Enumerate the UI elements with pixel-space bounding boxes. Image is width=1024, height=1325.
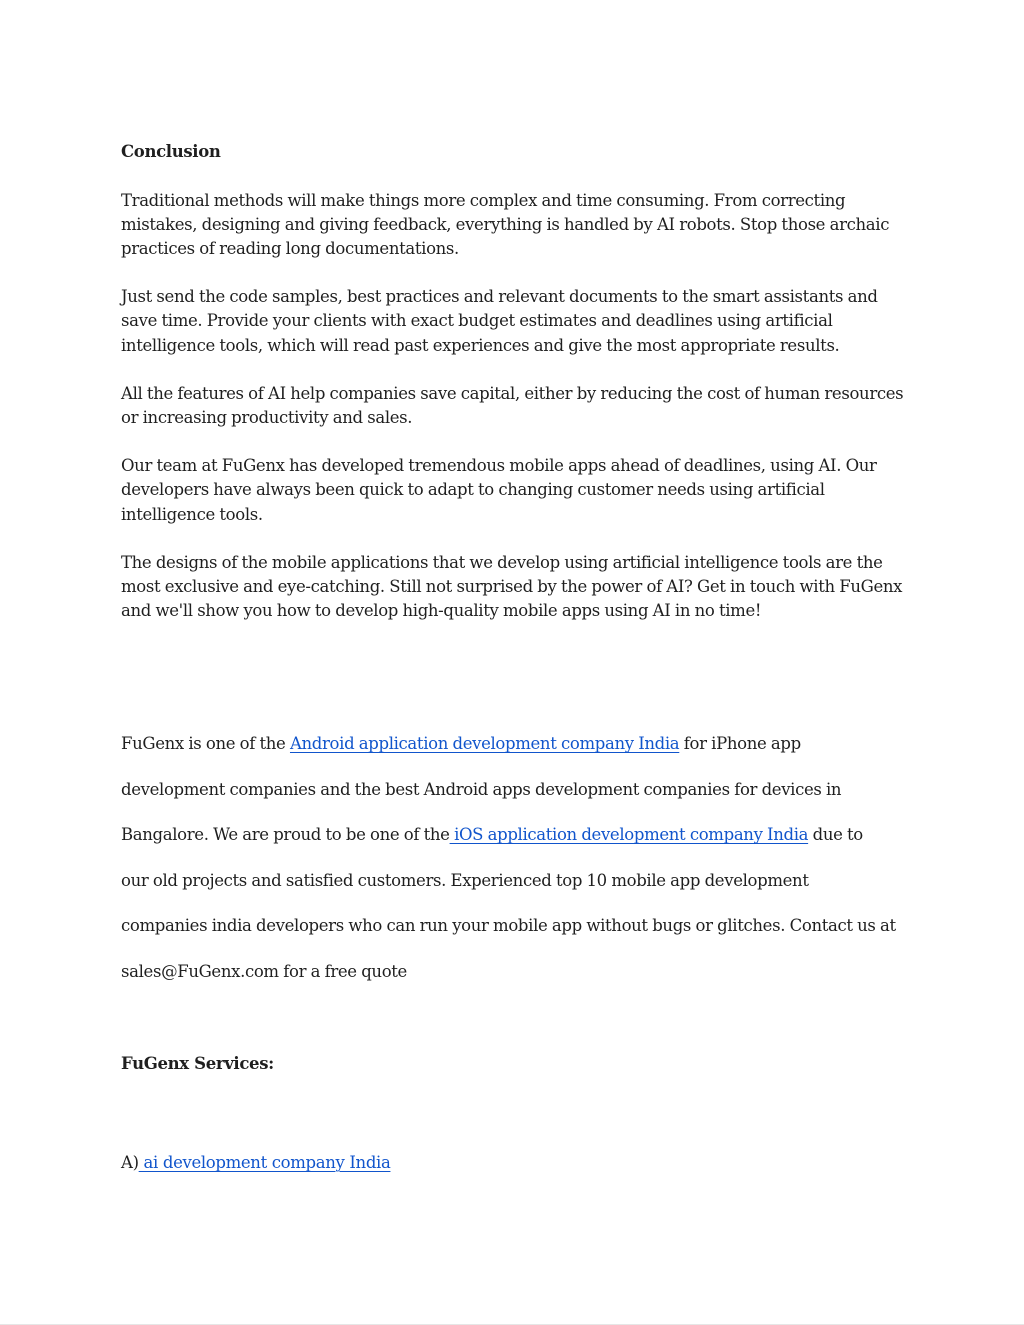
service-item-a [121, 1151, 390, 1175]
about-paragraph [121, 721, 911, 994]
about-text-4: due to [808, 825, 863, 845]
conclusion-paragraph-3: All the features of AI help companies save capital, either by reducing the cost of human resources or increasing productivity and sales. [121, 383, 904, 427]
conclusion-paragraph-4: Our team at FuGenx has developed tremendous mobile apps ahead of deadlines, using AI. Our developers have always been quick to adapt to changing customer needs using artificial intelligence tools. [121, 456, 877, 524]
about-text-2: for iPhone app [679, 734, 801, 754]
about-line-5: companies india developers who can run your mobile app without bugs or glitches. Contact us at [121, 916, 896, 936]
about-line-1 [121, 721, 911, 767]
about-text-3: Bangalore. We are proud to be one of the [121, 825, 450, 845]
conclusion-heading: Conclusion [121, 142, 221, 161]
ai-development-link[interactable]: ai development company India [138, 1153, 391, 1172]
about-line-6: sales@FuGenx.com for a free quote [121, 961, 407, 981]
ios-development-link[interactable]: iOS application development company India [449, 825, 809, 845]
services-heading: FuGenx Services: [121, 1054, 274, 1073]
about-line-3 [121, 812, 911, 858]
about-line-4: our old projects and satisfied customers. Experienced top 10 mobile app development [121, 870, 809, 890]
document-content [121, 140, 911, 994]
service-item-prefix: A) [121, 1153, 139, 1172]
android-development-link[interactable]: Android application development company India [289, 734, 680, 754]
conclusion-paragraph-5: The designs of the mobile applications that we develop using artificial intelligence tools are the most exclusive and eye-catching. Still not surprised by the power of AI? Get in touch with FuGenx and we'll show you how to develop high-quality mobile apps using AI in no time! [121, 552, 903, 621]
conclusion-paragraph-1: Traditional methods will make things more complex and time consuming. From correcting mistakes, designing and giving feedback, everything is handled by AI robots. Stop those archaic practices of reading long documentations. [121, 190, 890, 258]
about-line-2: development companies and the best Android apps development companies for devices in [121, 779, 842, 799]
about-text-1: FuGenx is one of the [121, 734, 290, 754]
conclusion-paragraph-2: Just send the code samples, best practices and relevant documents to the smart assistants and save time. Provide your clients with exact budget estimates and deadlines using artificial intelligence tools, which will read past experiences and give the most appropriate results. [121, 287, 878, 355]
